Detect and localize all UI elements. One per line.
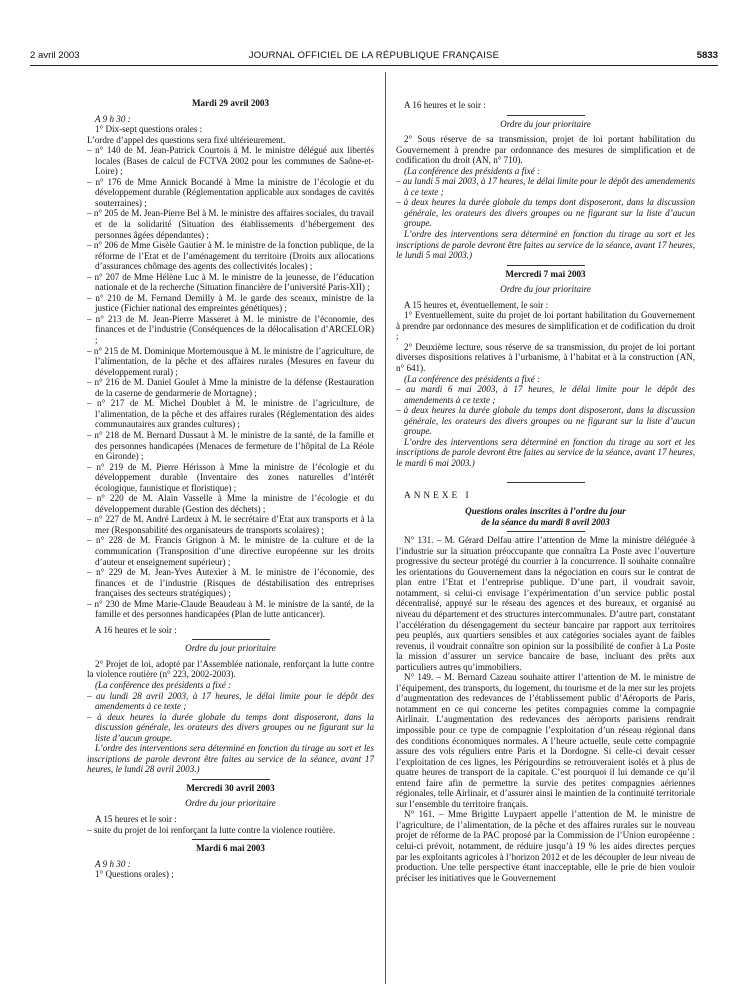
question-item: – n° 230 de Mme Marie-Claude Beaudeau à M. le ministre de la santé, de la famille et des personnes handicapées (Plan de lutte anticancer). <box>87 598 374 620</box>
separator <box>507 482 585 483</box>
conference-note: – au lundi 28 avril 2003, à 17 heures, le délai limite pour le dépôt des amendements à ce texte ; <box>87 690 374 712</box>
question-item: – n° 140 de M. Jean-Patrick Courtois à M. le ministre délégué aux libertés locales (Bases de calcul de FCTVA 2002 pour les communes de Saône-et-Loire) ; <box>87 145 374 177</box>
agenda-item: 1° Dix-sept questions orales : <box>95 124 203 135</box>
session-time: A 15 heures et le soir : <box>95 814 177 824</box>
question-item: – n° 176 de Mme Annick Bocandé à Mme la ministre de l’écologie et du développement durable (Réglementation applicable aux sondages de cavités souterraines) ; <box>87 176 374 208</box>
separator <box>507 115 585 116</box>
session-time: A 16 heures et le soir : <box>95 624 177 635</box>
annexe-title-line1: Questions orales inscrites à l’ordre du jour <box>465 506 626 517</box>
separator <box>507 531 585 532</box>
annexe-title-line2: de la séance du mardi 8 avril 2003 <box>481 516 610 527</box>
ordre-du-jour-prioritaire: Ordre du jour prioritaire <box>185 798 276 809</box>
separator <box>192 779 270 780</box>
agenda-item: – suite du projet de loi renforçant la lutte contre la violence routière. <box>87 824 336 835</box>
question-item: – n° 207 de Mme Hélène Luc à M. le ministre de la jeunesse, de l’éducation nationale et de la recherche (Situation financière de l’université Paris-XII) ; <box>87 271 374 293</box>
session-time: A 15 heures et, éventuellement, le soir : <box>404 299 549 310</box>
question-item: – n° 220 de M. Alain Vasselle à Mme la ministre de l’écologie et du développement durable (Gestion des déchets) ; <box>87 493 374 514</box>
annexe-heading: ANNEXE I <box>404 490 472 501</box>
conference-note: (La conférence des présidents a fixé : <box>404 165 541 176</box>
separator <box>192 639 270 640</box>
ordre-du-jour-prioritaire: Ordre du jour prioritaire <box>500 284 591 295</box>
question-149: N° 149. – M. Bernard Cazeau souhaite attirer l’attention de M. le ministre de l’équipement, des transports, du logement, du tourisme et de la mer sur les projets d’augmentation des redevances de l’établissement public d’Aéroports de Paris, notamment en ce qui concerne les petites compagnies comme la compagnie Airlinair. L’augmentation des redevances des aéroports parisiens rendrait impossible pour ce type de compagnie l’exploitation d’un réseau régional dans des conditions économiques normales. A l’heure actuelle, seule cette compagnie assure des vols réguliers entre Paris et la Dordogne. Si celle-ci devait cesser l’exploitation de ces lignes, les Périgourdins se retrouveraient isolés et à plus de quatre heures de transport de la capitale. C’est pourquoi il lui demande ce qu’il entend faire afin de permettre la survie des petites compagnies aériennes régionales, telle Airlinair, et d’assurer ainsi le maintien de la continuité territoriale sur l’ensemble du territoire français. <box>396 672 695 809</box>
ordre-du-jour-prioritaire: Ordre du jour prioritaire <box>500 118 591 129</box>
conference-note: L’ordre des interventions sera déterminé en fonction du tirage au sort et les inscriptions de parole devront être faites au service de la séance, avant 17 heures, le lundi 5 mai 2003.) <box>396 229 695 261</box>
question-item: – n° 228 de M. Francis Grignon à M. le ministre de la culture et de la communication (Transposition d’une directive européenne sur les droits d’auteur et enseignement supérieur) ; <box>87 535 374 567</box>
conference-note: L’ordre des interventions sera déterminé en fonction du tirage au sort et les inscriptions de parole devront être faites au service de la séance, avant 17 heures, le lundi 28 avril 2003.) <box>87 743 374 775</box>
separator <box>507 265 585 266</box>
header-date: 2 avril 2003 <box>30 50 80 61</box>
question-item: – n° 217 de M. Michel Doublet à M. le ministre de l’agriculture, de l’alimentation, de la pêche et des affaires rurales (Réglementation des aides communautaires aux grandes cultures) ; <box>87 398 374 430</box>
column-separator <box>385 72 386 984</box>
left-column <box>87 98 374 880</box>
conference-note: L’ordre des interventions sera déterminé en fonction du tirage au sort et les inscriptions de parole devront être faites au service de la séance, avant 17 heures, le mardi 6 mai 2003.) <box>396 436 695 468</box>
ordre-du-jour-prioritaire: Ordre du jour prioritaire <box>185 643 276 654</box>
date-heading-mardi-6-mai: Mardi 6 mai 2003 <box>196 843 265 854</box>
question-131: N° 131. – M. Gérard Delfau attire l’attention de Mme la ministre déléguée à l’industrie sur la situation préoccupante que connaîtra La Poste avec l’ouverture progressive du secteur protégé du courrier à la concurrence. Il souhaite connaître les orientations du Gouvernement dans la négociation en cours sur le contrat de plan entre l’Etat et l’entreprise publique. D’une part, il voudrait savoir, notamment, si celui-ci envisage l’expérimentation d’un service public postal décentralisé, appuyé sur le réseau des agences et des bureaux, et organisé au niveau du département et des structures intercommunales. D’autre part, constatant l’accélération du désengagement du secteur bancaire par rapport aux territoires peu peuplés, aux quartiers sensibles et aux catégories sociales ayant de faibles revenus, il voudrait connaître son opinion sur la possibilité de confier à La Poste la mission d’assurer un service bancaire de base, incluant des prêts aux particuliers autres qu’immobiliers. <box>396 535 695 672</box>
question-item: – n° 206 de Mme Gisèle Gautier à M. le ministre de la fonction publique, de la réforme de l’Etat et de l’aménagement du territoire (Droits aux allocations d’assurances chômage des agents des collectivités locales) ; <box>87 240 374 272</box>
conference-note: – au lundi 5 mai 2003, à 17 heures, le délai limite pour le dépôt des amendements à ce texte ; <box>396 176 695 197</box>
question-item: – n° 218 de M. Bernard Dussaut à M. le ministre de la santé, de la famille et des personnes handicapées (Menaces de fermeture de l’hôpital de La Réole en Gironde) ; <box>87 429 374 462</box>
page-number: 5833 <box>696 50 718 61</box>
date-heading-mardi-29-avril: Mardi 29 avril 2003 <box>191 98 270 108</box>
conference-note: – à deux heures la durée globale du temps dont disposeront, dans la discussion générale, les orateurs des divers groupes ou ne figurant sur la liste d’aucun groupe. <box>396 405 695 437</box>
agenda-item: 1° Questions orales) ; <box>95 869 174 880</box>
question-item: – n° 210 de M. Fernand Demilly à M. le garde des sceaux, ministre de la justice (Fichier national des empreintes génétiques) ; <box>87 292 374 314</box>
conference-note: – à deux heures la durée globale du temps dont disposeront, dans la discussion générale, les orateurs des divers groupes ou ne figurant sur la liste d’aucun groupe. <box>396 197 695 229</box>
question-item: – n° 229 de M. Jean-Yves Autexier à M. le ministre de l’économie, des finances et de l’industrie (Risques de déstabilisation des entreprises françaises des secteurs stratégiques) ; <box>87 567 374 599</box>
conference-note: – au mardi 6 mai 2003, à 17 heures, le délai limite pour le dépôt des amendements à ce texte ; <box>396 384 695 405</box>
right-column <box>396 100 695 883</box>
date-heading-mercredi-30-avril: Mercredi 30 avril 2003 <box>186 782 275 793</box>
page-header <box>30 50 718 64</box>
header-rule <box>30 65 718 66</box>
agenda-item: 2° Projet de loi, adopté par l’Assemblée nationale, renforçant la lutte contre la violence routière (n° 223, 2002-2003). <box>87 658 374 680</box>
conference-note: (La conférence des présidents a fixé : <box>95 679 232 690</box>
conference-note: (La conférence des présidents a fixé : <box>404 373 541 384</box>
session-time: A 16 heures et le soir : <box>404 100 486 110</box>
date-heading-mercredi-7-mai: Mercredi 7 mai 2003 <box>505 268 586 279</box>
journal-title: JOURNAL OFFICIEL DE LA RÉPUBLIQUE FRANÇAISE <box>248 50 500 61</box>
question-item: – n° 227 de M. André Lardeux à M. le secrétaire d’Etat aux transports et à la mer (Responsabilité des organisateurs de transports scolaires) ; <box>87 514 374 535</box>
question-item: – n° 215 de M. Dominique Mortemousque à M. le ministre de l’agriculture, de l’alimentation, de la pêche et des affaires rurales (Mesures en faveur du développement rural) ; <box>87 345 374 377</box>
agenda-item: 1° Eventuellement, suite du projet de loi portant habilitation du Gouvernement à prendre par ordonnance des mesures de simplification et de codification du droit ; <box>396 310 695 342</box>
session-time: A 9 h 30 : <box>95 858 131 869</box>
question-item: – n° 216 de M. Daniel Goulet à Mme la ministre de la défense (Restauration de la caserne de gendarmerie de Mortagne) ; <box>87 377 374 398</box>
order-intro: L’ordre d’appel des questions sera fixé ultérieurement. <box>87 134 286 145</box>
question-item: – n° 213 de M. Jean-Pierre Masseret à M. le ministre de l’économie, des finances et de l’industrie (Conséquences de la délocalisation d’ARCELOR) ; <box>87 313 374 346</box>
separator <box>192 839 270 840</box>
question-item: – n° 205 de M. Jean-Pierre Bel à M. le ministre des affaires sociales, du travail et de la solidarité (Situation des établissements d’hébergement des personnes âgées dépendantes) ; <box>87 208 374 240</box>
question-list <box>87 145 374 620</box>
agenda-item: 2° Deuxième lecture, sous réserve de sa transmission, du projet de loi portant diverses dispositions relatives à l’urbanisme, à l’habitat et à la construction (AN, n° 641). <box>396 341 695 374</box>
question-161: N° 161. – Mme Brigitte Luypaert appelle l’attention de M. le ministre de l’agriculture, de l’alimentation, de la pêche et des affaires rurales sur le nouveau projet de réforme de la PAC proposé par la Commission de l’Union européenne : celui-ci prévoit, notamment, de réduire jusqu’à 19 % les aides directes perçues par les exploitants agricoles à l’horizon 2012 et de les découpler de leur niveau de production. Une telle perspective étant inacceptable, elle le prie de bien vouloir préciser les initiatives que le Gouvernement <box>396 809 695 883</box>
question-item: – n° 219 de M. Pierre Hérisson à Mme la ministre de l’écologie et du développement durable (Inventaire des zones naturelles d’intérêt écologique, faunistique et floristique) ; <box>87 461 374 493</box>
conference-note: – à deux heures la durée globale du temps dont disposeront, dans la discussion générale, les orateurs des divers groupes ou ne figurant sur la liste d’aucun groupe. <box>87 711 374 743</box>
session-time: A 9 h 30 : <box>95 113 131 124</box>
agenda-item: 2° Sous réserve de sa transmission, projet de loi portant habilitation du Gouvernement à prendre par ordonnance des mesures de simplification et de codification du droit (AN, n° 710). <box>396 134 695 166</box>
